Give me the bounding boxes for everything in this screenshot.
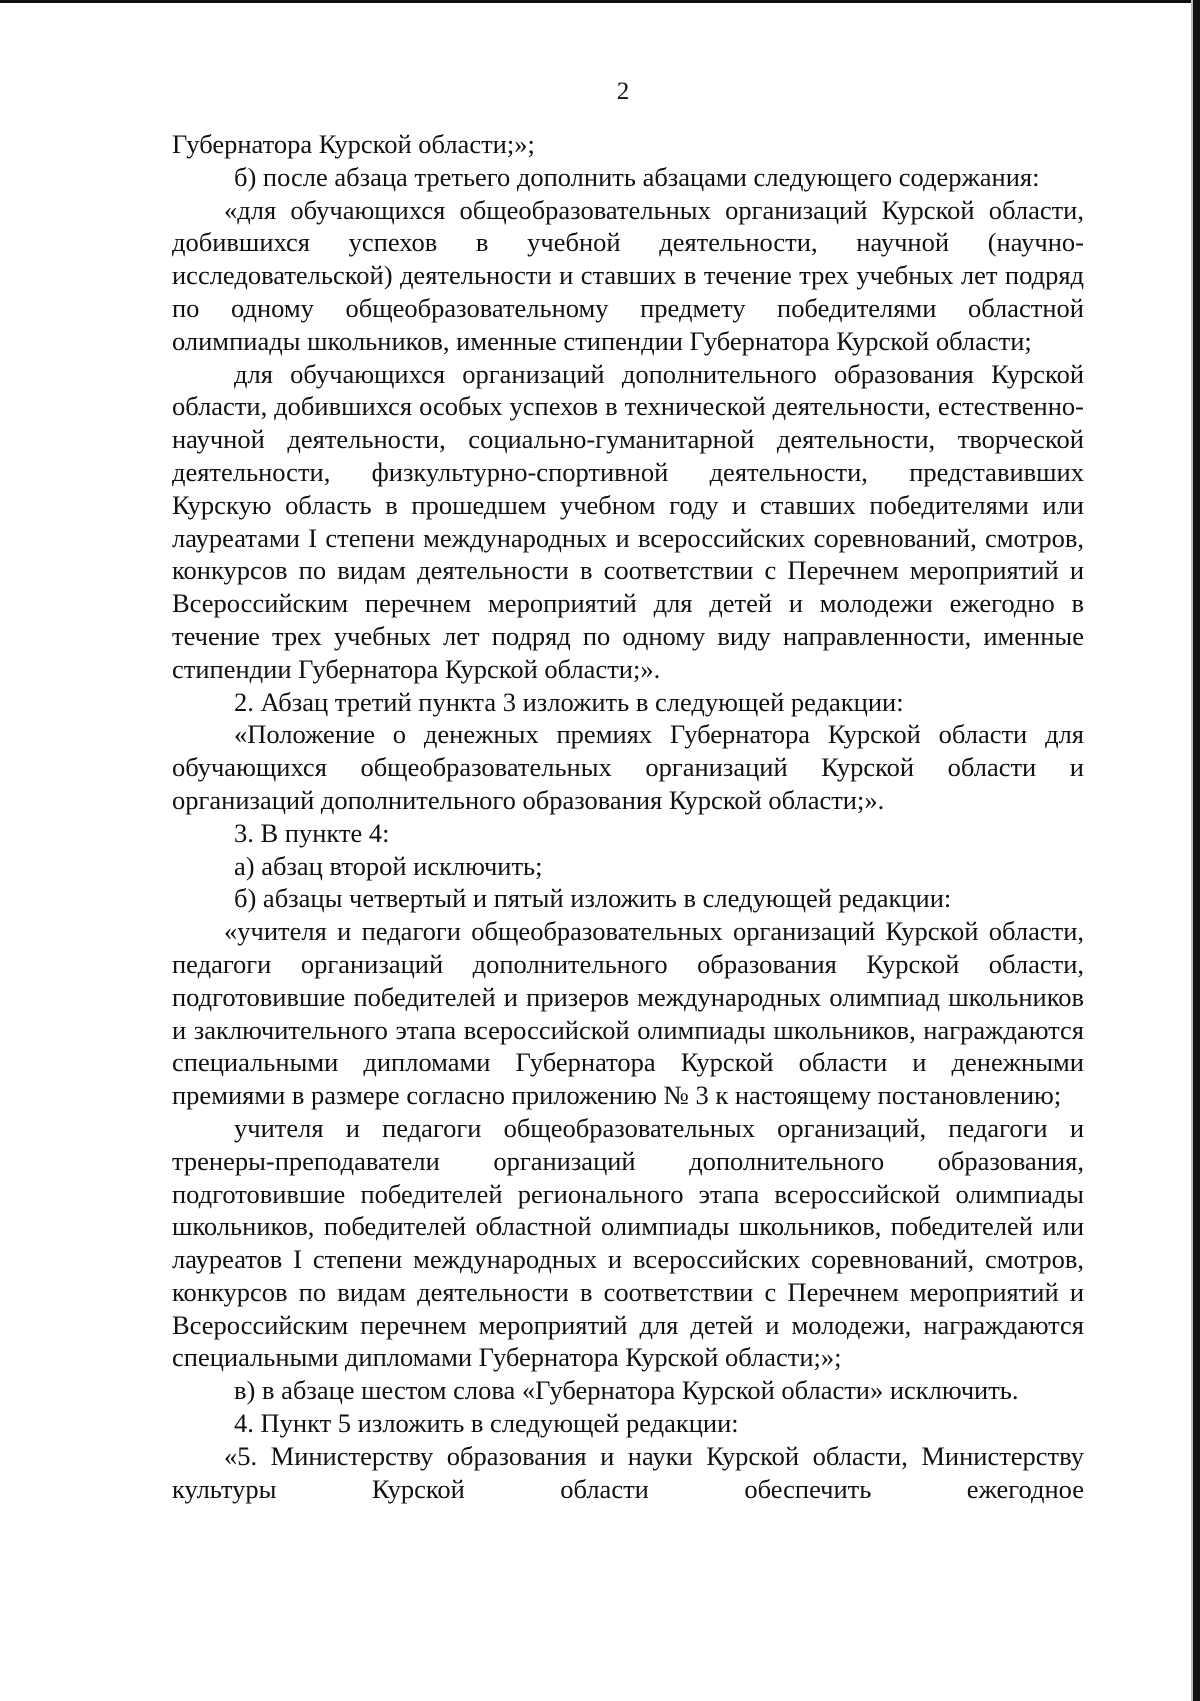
paragraph-regulation-title: «Положение о денежных премиях Губернатора Курской области для обучающихся общеобразовательных организаций Курской области и организаций дополнительного образования Курской области;».	[172, 719, 1084, 815]
paragraph-item-2: 2. Абзац третий пункта 3 изложить в следующей редакции:	[234, 686, 904, 717]
paragraph-item-3: 3. В пункте 4:	[234, 817, 390, 848]
paragraph-item-5-start: «5. Министерству образования и науки Курской области, Министерству культуры Курской области обеспечить ежегодное	[172, 1440, 1084, 1504]
scan-border-top	[0, 0, 1200, 3]
paragraph-continuation: Губернатора Курской области;»;	[172, 129, 535, 159]
paragraph-stipend-general-education: «для обучающихся общеобразовательных организаций Курской области, добившихся успехов в учебной деятельности, научной (научно-исследовательской) деятельности и ставших в течение трех учебных лет подряд по одному общеобразовательному предмету победителями областной олимпиады школьников, именные стипендии Губернатора Курской области;	[172, 194, 1084, 356]
document-body	[172, 128, 1084, 1505]
paragraph-subitem-b: б) абзацы четвертый и пятый изложить в следующей редакции:	[234, 883, 952, 914]
paragraph-teachers-regional: учителя и педагоги общеобразовательных организаций, педагоги и тренеры-преподаватели организаций дополнительного образования, подготовившие победителей регионального этапа всероссийской олимпиады школьников, победителей областной олимпиады школьников, победителей или лауреатов I степени международных и всероссийских соревнований, смотров, конкурсов по видам деятельности в соответствии с Перечнем мероприятий и Всероссийским перечнем мероприятий для детей и молодежи, награждаются специальными дипломами Губернатора Курской области;»;	[172, 1112, 1084, 1373]
paragraph-subitem-a: а) абзац второй исключить;	[234, 850, 543, 881]
paragraph-subitem-v: в) в абзаце шестом слова «Губернатора Курской области» исключить.	[234, 1375, 1019, 1406]
paragraph-stipend-additional-education: для обучающихся организаций дополнительного образования Курской области, добившихся особых успехов в технической деятельности, естественно-научной деятельности, социально-гуманитарной деятельности, творческой деятельности, физкультурно-спортивной деятельности, представивших Курскую область в прошедшем учебном году и ставших победителями или лауреатами I степени международных и всероссийских соревнований, смотров, конкурсов по видам деятельности в соответствии с Перечнем мероприятий и Всероссийским перечнем мероприятий для детей и молодежи ежегодно в течение трех учебных лет подряд по одному виду направленности, именные стипендии Губернатора Курской области;».	[172, 358, 1084, 684]
scan-border-right	[1193, 0, 1200, 1701]
paragraph-teachers-international: «учителя и педагоги общеобразовательных организаций Курской области, педагоги организаций дополнительного образования Курской области, подготовившие победителей и призеров международных олимпиад школьников и заключительного этапа всероссийской олимпиады школьников, награждаются специальными дипломами Губернатора Курской области и денежными премиями в размере согласно приложению № 3 к настоящему постановлению;	[172, 916, 1084, 1111]
paragraph-amendment-b: б) после абзаца третьего дополнить абзацами следующего содержания:	[234, 161, 1040, 192]
paragraph-item-4: 4. Пункт 5 изложить в следующей редакции:	[234, 1408, 739, 1439]
page-number: 2	[616, 78, 630, 105]
